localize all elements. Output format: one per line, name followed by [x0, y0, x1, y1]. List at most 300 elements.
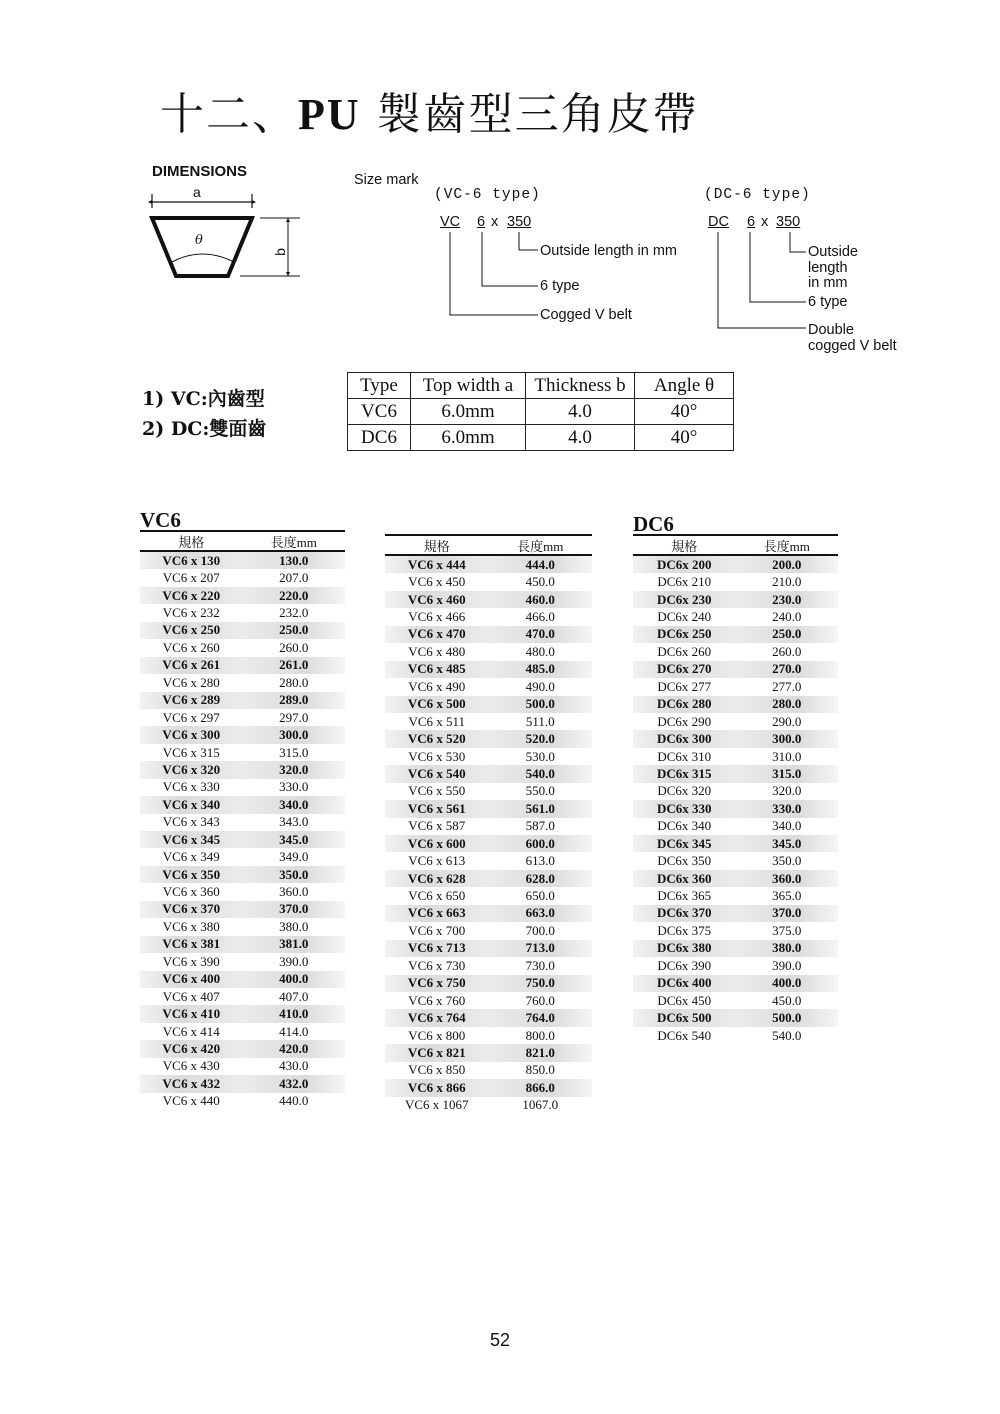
vc6-title: VC6 — [140, 508, 181, 532]
dc6-list-header: 規格 長度mm — [633, 534, 838, 556]
belt-spec: DC6x 360 — [656, 870, 712, 886]
belt-spec: DC6x 260 — [657, 643, 712, 659]
list-row — [385, 765, 592, 782]
belt-length: 380.0 — [772, 940, 802, 956]
belt-spec: VC6 x 613 — [408, 853, 466, 869]
belt-length: 207.0 — [279, 570, 309, 586]
belt-spec: VC6 x 381 — [162, 936, 221, 952]
belt-length: 390.0 — [772, 957, 802, 973]
belt-length: 430.0 — [279, 1058, 309, 1074]
list-row — [385, 852, 592, 869]
belt-spec: DC6x 300 — [656, 731, 712, 747]
vc-code-vc: VC — [440, 214, 461, 230]
spec-table-row: VC6 6.0mm 4.0 40° — [348, 399, 734, 425]
belt-length: 587.0 — [525, 818, 555, 834]
list-row — [140, 552, 345, 569]
belt-spec: VC6 x 330 — [162, 779, 220, 795]
belt-length: 764.0 — [525, 1010, 555, 1026]
belt-length: 663.0 — [525, 905, 555, 921]
belt-spec: VC6 x 414 — [162, 1023, 220, 1039]
list-row — [633, 678, 838, 695]
list-row — [385, 661, 592, 678]
belt-spec: DC6x 200 — [656, 556, 712, 572]
belt-spec: VC6 x 730 — [408, 957, 466, 973]
list-row — [140, 1093, 345, 1110]
list-row — [140, 1005, 345, 1022]
list-row — [385, 940, 592, 957]
list-row — [385, 1079, 592, 1096]
belt-length: 210.0 — [772, 574, 802, 590]
belt-spec: VC6 x 260 — [162, 639, 220, 655]
belt-spec: VC6 x 480 — [408, 643, 466, 659]
list-row — [633, 661, 838, 678]
list-row — [633, 905, 838, 922]
belt-length: 290.0 — [772, 713, 802, 729]
list-row — [385, 1097, 592, 1114]
spec-table-header: Type Top width a Thickness b Angle θ — [348, 373, 734, 399]
vc-cogged-label: Cogged V belt — [540, 307, 632, 323]
dim-a-label: a — [193, 184, 201, 200]
belt-spec: DC6x 230 — [656, 591, 712, 607]
belt-spec: VC6 x 320 — [162, 761, 221, 777]
belt-length: 340.0 — [279, 796, 309, 812]
belt-length: 320.0 — [772, 783, 802, 799]
belt-length: 315.0 — [772, 765, 802, 781]
list-row — [633, 591, 838, 608]
belt-spec: VC6 x 530 — [408, 748, 466, 764]
belt-length: 530.0 — [525, 748, 555, 764]
belt-cross-section-diagram — [140, 180, 310, 290]
belt-length: 713.0 — [525, 940, 555, 956]
belt-length: 540.0 — [772, 1027, 802, 1043]
list-row — [140, 674, 345, 691]
list-row — [385, 1027, 592, 1044]
belt-length: 540.0 — [525, 765, 555, 781]
belt-length: 410.0 — [279, 1006, 309, 1022]
belt-spec: DC6x 390 — [657, 957, 712, 973]
list-row — [385, 730, 592, 747]
belt-spec: DC6x 250 — [656, 626, 712, 642]
belt-spec: VC6 x 713 — [407, 940, 466, 956]
list-row — [140, 779, 345, 796]
list-row — [140, 918, 345, 935]
belt-length: 345.0 — [772, 835, 802, 851]
list-row — [385, 748, 592, 765]
belt-length: 407.0 — [279, 988, 309, 1004]
belt-length: 432.0 — [279, 1075, 309, 1091]
belt-spec: VC6 x 750 — [407, 975, 466, 991]
belt-spec: VC6 x 432 — [162, 1075, 221, 1091]
belt-spec: VC6 x 663 — [407, 905, 466, 921]
belt-length: 330.0 — [772, 800, 802, 816]
belt-spec: VC6 x 628 — [407, 870, 466, 886]
list-row — [140, 1058, 345, 1075]
list-row — [633, 643, 838, 660]
belt-spec: DC6x 400 — [656, 975, 712, 991]
dim-b-label: b — [271, 248, 288, 256]
belt-spec: DC6x 350 — [657, 853, 712, 869]
belt-spec: DC6x 365 — [657, 888, 712, 904]
belt-spec: VC6 x 343 — [162, 814, 220, 830]
belt-spec: VC6 x 450 — [408, 574, 466, 590]
list-row — [140, 1075, 345, 1092]
dc-code-dc: DC — [708, 214, 729, 230]
belt-length: 866.0 — [525, 1079, 555, 1095]
belt-length: 628.0 — [525, 870, 555, 886]
belt-length: 280.0 — [772, 696, 802, 712]
belt-length: 260.0 — [279, 639, 309, 655]
belt-length: 345.0 — [279, 831, 309, 847]
list-row — [633, 626, 838, 643]
belt-spec: VC6 x 261 — [162, 657, 221, 673]
dc-6type-label: 6 type — [808, 294, 848, 310]
belt-length: 280.0 — [279, 674, 309, 690]
belt-spec: DC6x 340 — [657, 818, 712, 834]
list-row — [140, 709, 345, 726]
belt-length: 520.0 — [525, 731, 555, 747]
list-row — [385, 696, 592, 713]
belt-spec: VC6 x 400 — [162, 971, 221, 987]
list-row — [633, 556, 838, 573]
belt-length: 315.0 — [279, 744, 309, 760]
vc6-list-a-header: 規格 長度mm — [140, 530, 345, 552]
belt-spec: VC6 x 345 — [162, 831, 221, 847]
title-brand: PU — [298, 90, 361, 139]
belt-spec: VC6 x 130 — [162, 552, 221, 568]
list-row — [140, 971, 345, 988]
list-row — [385, 922, 592, 939]
belt-spec: VC6 x 540 — [407, 765, 466, 781]
dc6-list — [633, 512, 838, 1044]
dc-leader-lines — [710, 230, 810, 340]
vc-leader-lines — [440, 230, 540, 320]
list-row — [385, 626, 592, 643]
list-row — [385, 957, 592, 974]
belt-length: 1067.0 — [522, 1097, 559, 1113]
belt-spec: VC6 x 410 — [162, 1006, 221, 1022]
list-row — [633, 608, 838, 625]
list-row — [633, 765, 838, 782]
belt-spec: VC6 x 485 — [407, 661, 466, 677]
list-row — [140, 587, 345, 604]
belt-spec: VC6 x 340 — [162, 796, 221, 812]
belt-length: 444.0 — [525, 556, 555, 572]
dc-type-label: (DC-6 type) — [704, 187, 811, 203]
list-row — [140, 657, 345, 674]
spec-table — [347, 372, 734, 451]
list-row — [385, 573, 592, 590]
belt-length: 613.0 — [525, 853, 555, 869]
vc-type-label: (VC-6 type) — [434, 187, 541, 203]
list-row — [140, 622, 345, 639]
belt-spec: DC6x 320 — [657, 783, 712, 799]
belt-spec: VC6 x 444 — [407, 556, 466, 572]
dc-outside-length-label: Outside length in mm — [808, 244, 858, 291]
list-row — [140, 866, 345, 883]
list-row — [140, 848, 345, 865]
title-prefix: 十二、 — [160, 89, 298, 140]
list-row — [633, 887, 838, 904]
type-legend — [142, 384, 266, 444]
belt-length: 500.0 — [772, 1010, 802, 1026]
title-rest: 製齒型三角皮帶 — [376, 89, 699, 140]
belt-spec: VC6 x 360 — [162, 884, 220, 900]
belt-spec: VC6 x 520 — [407, 731, 466, 747]
list-row — [140, 796, 345, 813]
belt-spec: VC6 x 800 — [408, 1027, 466, 1043]
belt-length: 400.0 — [279, 971, 309, 987]
belt-spec: VC6 x 700 — [408, 922, 466, 938]
belt-length: 450.0 — [772, 992, 802, 1008]
belt-length: 300.0 — [772, 731, 802, 747]
belt-length: 240.0 — [772, 609, 802, 625]
list-row — [633, 940, 838, 957]
page-number: 52 — [489, 1330, 511, 1350]
belt-spec: VC6 x 1067 — [404, 1097, 469, 1113]
belt-spec: DC6x 500 — [656, 1010, 712, 1026]
belt-spec: VC6 x 380 — [162, 918, 220, 934]
belt-length: 230.0 — [772, 591, 802, 607]
belt-length: 261.0 — [279, 657, 309, 673]
list-row — [140, 692, 345, 709]
list-row — [633, 835, 838, 852]
belt-spec: DC6x 315 — [656, 765, 712, 781]
belt-length: 360.0 — [772, 870, 802, 886]
belt-spec: VC6 x 390 — [162, 953, 220, 969]
belt-spec: VC6 x 466 — [408, 609, 466, 625]
belt-spec: VC6 x 587 — [408, 818, 466, 834]
belt-length: 250.0 — [279, 622, 309, 638]
belt-length: 470.0 — [525, 626, 555, 642]
list-row — [633, 922, 838, 939]
list-row — [140, 936, 345, 953]
list-row — [140, 883, 345, 900]
belt-spec: VC6 x 600 — [407, 835, 466, 851]
belt-length: 450.0 — [525, 574, 555, 590]
dim-theta-label: θ — [195, 233, 203, 248]
belt-spec: VC6 x 280 — [162, 674, 220, 690]
list-row — [140, 901, 345, 918]
list-row — [140, 1023, 345, 1040]
belt-length: 277.0 — [772, 678, 802, 694]
belt-spec: VC6 x 297 — [162, 709, 220, 725]
spec-table-row: DC6 6.0mm 4.0 40° — [348, 425, 734, 451]
list-row — [385, 591, 592, 608]
belt-spec: VC6 x 349 — [162, 849, 220, 865]
list-row — [140, 988, 345, 1005]
belt-spec: DC6x 375 — [657, 922, 712, 938]
belt-spec: VC6 x 232 — [162, 605, 220, 621]
list-row — [140, 761, 345, 778]
list-row — [140, 1040, 345, 1057]
belt-spec: VC6 x 760 — [408, 992, 466, 1008]
dc-cogged-label: Double cogged V belt — [808, 322, 897, 354]
belt-spec: DC6x 240 — [657, 609, 712, 625]
belt-spec: VC6 x 220 — [162, 587, 221, 603]
vc6-list-a — [140, 508, 345, 1110]
belt-spec: DC6x 540 — [657, 1027, 712, 1043]
list-row — [385, 556, 592, 573]
belt-spec: VC6 x 470 — [407, 626, 466, 642]
dc6-title: DC6 — [633, 512, 674, 536]
belt-length: 370.0 — [279, 901, 309, 917]
belt-length: 490.0 — [525, 678, 555, 694]
list-row — [633, 1009, 838, 1026]
belt-length: 821.0 — [525, 1044, 555, 1060]
vc6-list-b — [385, 514, 592, 1114]
list-row — [633, 818, 838, 835]
list-row — [633, 800, 838, 817]
belt-spec: DC6x 277 — [657, 678, 712, 694]
belt-length: 800.0 — [525, 1027, 555, 1043]
list-row — [140, 639, 345, 656]
belt-spec: VC6 x 764 — [407, 1010, 466, 1026]
belt-spec: VC6 x 460 — [407, 591, 466, 607]
belt-spec: VC6 x 315 — [162, 744, 220, 760]
list-row — [385, 678, 592, 695]
belt-length: 360.0 — [279, 884, 309, 900]
list-row — [385, 905, 592, 922]
belt-spec: DC6x 290 — [657, 713, 712, 729]
belt-length: 414.0 — [279, 1023, 309, 1039]
belt-length: 220.0 — [279, 587, 309, 603]
list-row — [633, 1027, 838, 1044]
belt-spec: DC6x 380 — [656, 940, 712, 956]
list-row — [385, 1044, 592, 1061]
belt-spec: VC6 x 430 — [162, 1058, 220, 1074]
list-row — [385, 887, 592, 904]
dc-code-6: 6 — [747, 214, 756, 230]
belt-length: 130.0 — [279, 552, 309, 568]
belt-length: 289.0 — [279, 692, 309, 708]
size-mark-heading: Size mark — [354, 172, 419, 188]
list-row — [385, 608, 592, 625]
belt-length: 375.0 — [772, 922, 802, 938]
belt-length: 350.0 — [279, 866, 309, 882]
list-row — [633, 573, 838, 590]
type-legend-vc: 1) VC:內齒型 — [142, 388, 265, 410]
belt-length: 260.0 — [772, 643, 802, 659]
list-row — [385, 835, 592, 852]
belt-spec: VC6 x 500 — [407, 696, 466, 712]
list-row — [633, 730, 838, 747]
belt-spec: VC6 x 370 — [162, 901, 221, 917]
belt-spec: VC6 x 207 — [162, 570, 220, 586]
belt-length: 370.0 — [772, 905, 802, 921]
list-row — [140, 831, 345, 848]
belt-length: 750.0 — [525, 975, 555, 991]
belt-length: 850.0 — [525, 1062, 555, 1078]
list-row — [385, 870, 592, 887]
belt-length: 365.0 — [772, 888, 802, 904]
belt-length: 500.0 — [525, 696, 555, 712]
belt-length: 700.0 — [525, 922, 555, 938]
belt-length: 380.0 — [279, 918, 309, 934]
belt-spec: VC6 x 300 — [162, 727, 221, 743]
list-row — [633, 975, 838, 992]
list-row — [385, 800, 592, 817]
list-row — [633, 957, 838, 974]
list-row — [140, 744, 345, 761]
list-row — [140, 569, 345, 586]
belt-spec: DC6x 210 — [657, 574, 712, 590]
belt-spec: VC6 x 407 — [162, 988, 220, 1004]
belt-length: 320.0 — [279, 761, 309, 777]
vc6-list-b-header: 規格 長度mm — [385, 534, 592, 556]
belt-spec: DC6x 310 — [657, 748, 712, 764]
list-row — [633, 696, 838, 713]
belt-spec: VC6 x 850 — [408, 1062, 466, 1078]
belt-spec: DC6x 345 — [656, 835, 712, 851]
list-row — [385, 1009, 592, 1026]
belt-length: 730.0 — [525, 957, 555, 973]
list-row — [140, 814, 345, 831]
list-row — [633, 713, 838, 730]
belt-length: 511.0 — [525, 713, 555, 729]
belt-spec: DC6x 270 — [656, 661, 712, 677]
list-row — [385, 818, 592, 835]
belt-length: 550.0 — [525, 783, 555, 799]
belt-length: 200.0 — [772, 556, 802, 572]
belt-spec: DC6x 280 — [656, 696, 712, 712]
list-row — [633, 870, 838, 887]
vc-code-350: 350 — [507, 214, 532, 230]
belt-spec: DC6x 370 — [656, 905, 712, 921]
belt-length: 340.0 — [772, 818, 802, 834]
belt-length: 760.0 — [525, 992, 555, 1008]
belt-spec: VC6 x 250 — [162, 622, 221, 638]
belt-spec: VC6 x 561 — [407, 800, 466, 816]
belt-spec: VC6 x 866 — [407, 1079, 466, 1095]
belt-length: 390.0 — [279, 953, 309, 969]
belt-length: 466.0 — [525, 609, 555, 625]
belt-length: 561.0 — [525, 800, 555, 816]
belt-spec: VC6 x 350 — [162, 866, 221, 882]
belt-length: 330.0 — [279, 779, 309, 795]
belt-length: 460.0 — [525, 591, 555, 607]
belt-spec: VC6 x 289 — [162, 692, 221, 708]
belt-length: 440.0 — [279, 1093, 309, 1109]
list-row — [140, 726, 345, 743]
belt-length: 250.0 — [772, 626, 802, 642]
belt-spec: VC6 x 550 — [408, 783, 466, 799]
dc-code-350: 350 — [776, 214, 801, 230]
list-row — [633, 852, 838, 869]
list-row — [140, 604, 345, 621]
belt-length: 232.0 — [279, 605, 309, 621]
list-row — [385, 713, 592, 730]
page-title — [160, 78, 699, 142]
belt-spec: DC6x 330 — [656, 800, 712, 816]
belt-spec: VC6 x 650 — [408, 888, 466, 904]
list-row — [633, 783, 838, 800]
belt-spec: VC6 x 511 — [408, 713, 466, 729]
list-row — [140, 953, 345, 970]
belt-length: 600.0 — [525, 835, 555, 851]
belt-spec: VC6 x 440 — [162, 1093, 220, 1109]
belt-length: 381.0 — [279, 936, 309, 952]
belt-length: 480.0 — [525, 643, 555, 659]
belt-spec: DC6x 450 — [657, 992, 712, 1008]
belt-length: 349.0 — [279, 849, 309, 865]
list-row — [633, 748, 838, 765]
vc-code-6: 6 — [477, 214, 486, 230]
dimensions-heading: DIMENSIONS — [152, 163, 248, 180]
dc-code-x: x — [761, 214, 769, 230]
belt-length: 310.0 — [772, 748, 802, 764]
belt-length: 343.0 — [279, 814, 309, 830]
belt-length: 297.0 — [279, 709, 309, 725]
